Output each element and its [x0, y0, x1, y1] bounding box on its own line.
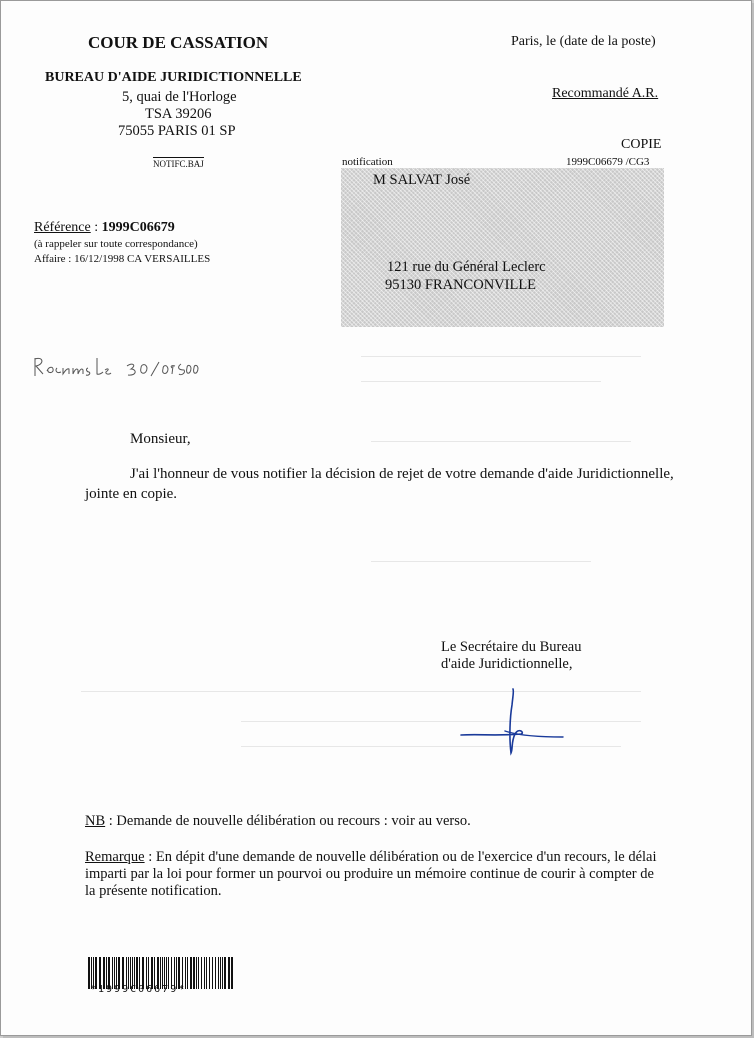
barcode-bar: [228, 957, 230, 989]
remarque-line-2: imparti par la loi pour former un pourvoi ou produire un mémoire continue de courir à compter de: [85, 866, 654, 882]
address-line-3: 75055 PARIS 01 SP: [118, 123, 236, 139]
signatory-title-1: Le Secrétaire du Bureau: [441, 639, 582, 655]
barcode-bar: [212, 957, 213, 989]
barcode-bar: [198, 957, 199, 989]
document-code: NOTIFC.BAJ: [153, 159, 204, 169]
reference-line: [34, 220, 175, 236]
barcode-bar: [209, 957, 210, 989]
bureau-name: BUREAU D'AIDE JURIDICTIONNELLE: [45, 70, 302, 85]
remarque-text-1: : En dépit d'une demande de nouvelle délibération ou de l'exercice d'un recours, le délai: [144, 849, 657, 865]
barcode-bar: [222, 957, 223, 989]
reference-note: (à rappeler sur toute correspondance): [34, 238, 198, 250]
barcode-bar: [190, 957, 192, 989]
barcode-bar: [204, 957, 205, 989]
barcode-bar: [231, 957, 233, 989]
bleed-through-line: [371, 561, 591, 562]
barcode-bar: [220, 957, 221, 989]
reference-label: Référence: [34, 220, 91, 235]
bleed-through-line: [361, 381, 601, 382]
notification-number: 1999C06679 /CG3: [566, 156, 650, 168]
recipient-address-box: [341, 168, 664, 327]
reference-value: 1999C06679: [101, 220, 175, 235]
copie-mark: COPIE: [621, 137, 662, 152]
court-name: COUR DE CASSATION: [88, 33, 269, 52]
recipient-street: 121 rue du Général Leclerc: [387, 259, 546, 275]
handwritten-received-note: [31, 354, 201, 384]
date-line: Paris, le (date de la poste): [511, 34, 656, 49]
barcode-text: *1999C06679*: [90, 984, 187, 995]
barcode-bar: [201, 957, 202, 989]
remarque-label: Remarque: [85, 849, 145, 865]
nb-line: [85, 813, 471, 830]
nb-label: NB: [85, 813, 106, 829]
recommande-mark: Recommandé A.R.: [552, 86, 659, 101]
signatory-title-2: d'aide Juridictionnelle,: [441, 656, 573, 672]
notification-label: notification: [342, 156, 393, 168]
barcode-bar: [187, 957, 188, 989]
barcode-bar: [215, 957, 216, 989]
handwritten-signature: [459, 687, 569, 757]
nb-text: : Demande de nouvelle délibération ou recours : voir au verso.: [105, 813, 471, 829]
address-line-1: 5, quai de l'Horloge: [122, 89, 237, 105]
bleed-through-line: [371, 441, 631, 442]
barcode-bar: [206, 957, 207, 989]
bleed-through-line: [241, 721, 641, 722]
barcode-bar: [193, 957, 195, 989]
recipient-name: M SALVAT José: [373, 172, 471, 188]
affaire-line: Affaire : 16/12/1998 CA VERSAILLES: [34, 253, 211, 265]
barcode-bar: [218, 957, 219, 989]
bleed-through-line: [361, 356, 641, 357]
body-line-1: J'ai l'honneur de vous notifier la décision de rejet de votre demande d'aide Juridictionnelle,: [130, 466, 674, 482]
barcode-bar: [196, 957, 197, 989]
barcode-bar: [224, 957, 226, 989]
reference-separator: :: [90, 220, 102, 235]
remarque-line-1: [85, 849, 657, 866]
address-line-2: TSA 39206: [145, 106, 212, 122]
body-line-2: jointe en copie.: [85, 486, 178, 502]
recipient-city: 95130 FRANCONVILLE: [385, 277, 537, 293]
remarque-line-3: la présente notification.: [85, 883, 222, 899]
salutation: Monsieur,: [130, 431, 191, 447]
